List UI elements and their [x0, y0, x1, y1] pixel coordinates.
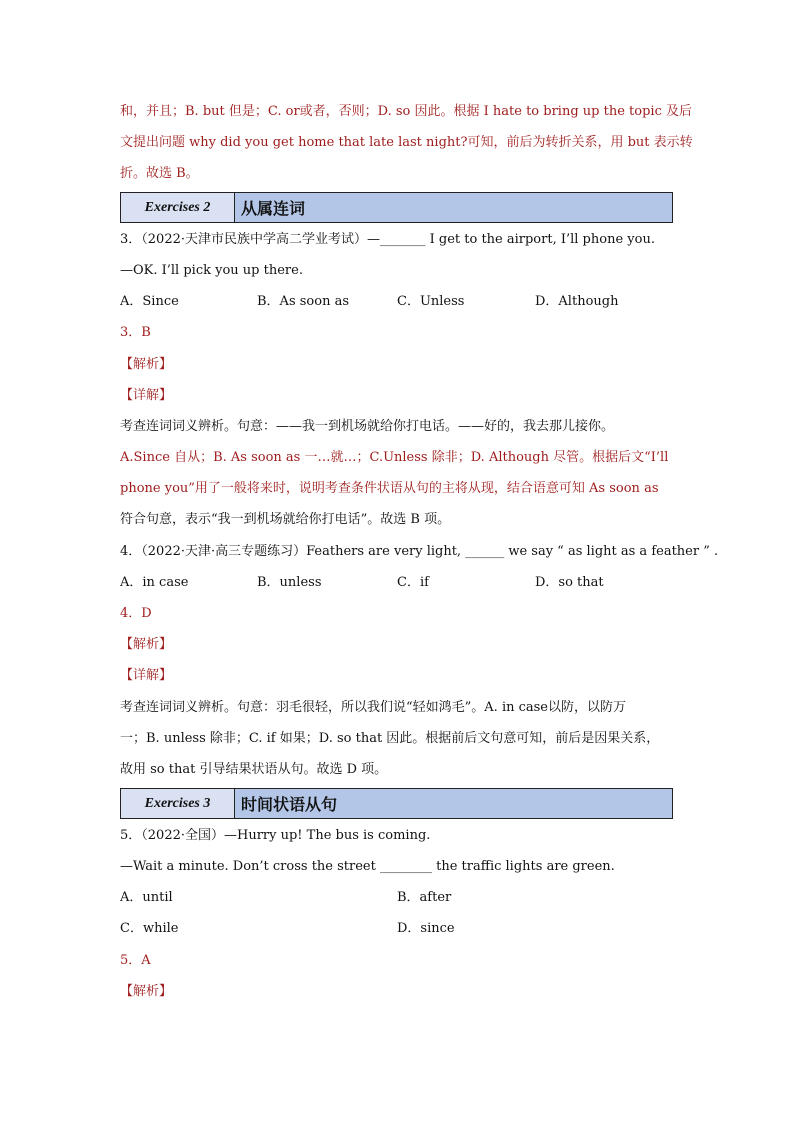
question-4-option-b: B．unless [257, 575, 322, 590]
question-5-option-b: B．after [397, 890, 452, 905]
question-5-option-c: C．while [120, 921, 179, 936]
question-4-answer: 4．D [120, 606, 152, 621]
section-title: 时间状语从句 [235, 789, 672, 818]
question-4-option-c: C．if [397, 575, 429, 590]
question-4-explanation-2: 一；B. unless 除非；C. if 如果；D. so that 因此。根据前后文句意可知，前后是因果关系， [120, 731, 660, 746]
question-4-option-a: A．in case [120, 575, 189, 590]
section-title: 从属连词 [235, 193, 672, 222]
question-3-option-d: D．Although [535, 294, 619, 309]
question-5-stem: 5．（2022·全国）—Hurry up! The bus is coming. [120, 828, 431, 843]
section-label: Exercises 2 [121, 193, 235, 222]
question-3-explanation-3: phone you”用了一般将来时，说明考查条件状语从句的主将从现，结合语意可知 As soon as [120, 481, 659, 496]
question-3-option-c: C．Unless [397, 294, 465, 309]
question-3-explanation-2: A.Since 自从；B. As soon as 一…就…；C.Unless 除非；D. Although 尽管。根据后文“I’ll [120, 450, 669, 465]
question-3-option-b: B．As soon as [257, 294, 349, 309]
question-3-explanation-4: 符合句意，表示“我一到机场就给你打电话”。故选 B 项。 [120, 512, 451, 527]
intro-line-3: 折。故选 B。 [120, 166, 199, 181]
question-3-explanation-1: 考查连词词义辨析。句意：——我一到机场就给你打电话。——好的，我去那儿接你。 [120, 419, 615, 434]
intro-line-1: 和，并且；B. but 但是；C. or或者，否则；D. so 因此。根据 I hate to bring up the topic 及后 [120, 104, 692, 119]
question-5-stem-response: —Wait a minute. Don’t cross the street ________ the traffic lights are green. [120, 859, 615, 874]
question-3-detail-label: 【详解】 [120, 388, 173, 403]
question-3-stem: 3．（2022·天津市民族中学高二学业考试）—_______ I get to the airport, I’ll phone you. [120, 232, 655, 247]
question-4-option-d: D．so that [535, 575, 604, 590]
intro-line-2: 文提出问题 why did you get home that late last night?可知，前后为转折关系，用 but 表示转 [120, 135, 693, 150]
question-3-answer: 3．B [120, 325, 151, 340]
question-5-option-d: D．since [397, 921, 455, 936]
question-3-option-a: A．Since [120, 294, 179, 309]
question-3-analysis-label: 【解析】 [120, 357, 173, 372]
question-4-analysis-label: 【解析】 [120, 637, 173, 652]
question-5-option-a: A．until [120, 890, 173, 905]
question-5-analysis-label: 【解析】 [120, 984, 173, 999]
question-4-detail-label: 【详解】 [120, 668, 173, 683]
question-4-explanation-3: 故用 so that 引导结果状语从句。故选 D 项。 [120, 762, 388, 777]
question-5-answer: 5．A [120, 953, 151, 968]
question-4-explanation-1: 考查连词词义辨析。句意：羽毛很轻，所以我们说“轻如鸿毛”。A. in case以防，以防万 [120, 700, 627, 715]
question-4-stem: 4．（2022·天津·高三专题练习）Feathers are very light, ______ we say “ as light as a feather ” . [120, 544, 719, 559]
section-label: Exercises 3 [121, 789, 235, 818]
section-header-exercises-3 [120, 788, 673, 819]
section-header-exercises-2 [120, 192, 673, 223]
question-3-stem-response: —OK. I’ll pick you up there. [120, 263, 303, 278]
